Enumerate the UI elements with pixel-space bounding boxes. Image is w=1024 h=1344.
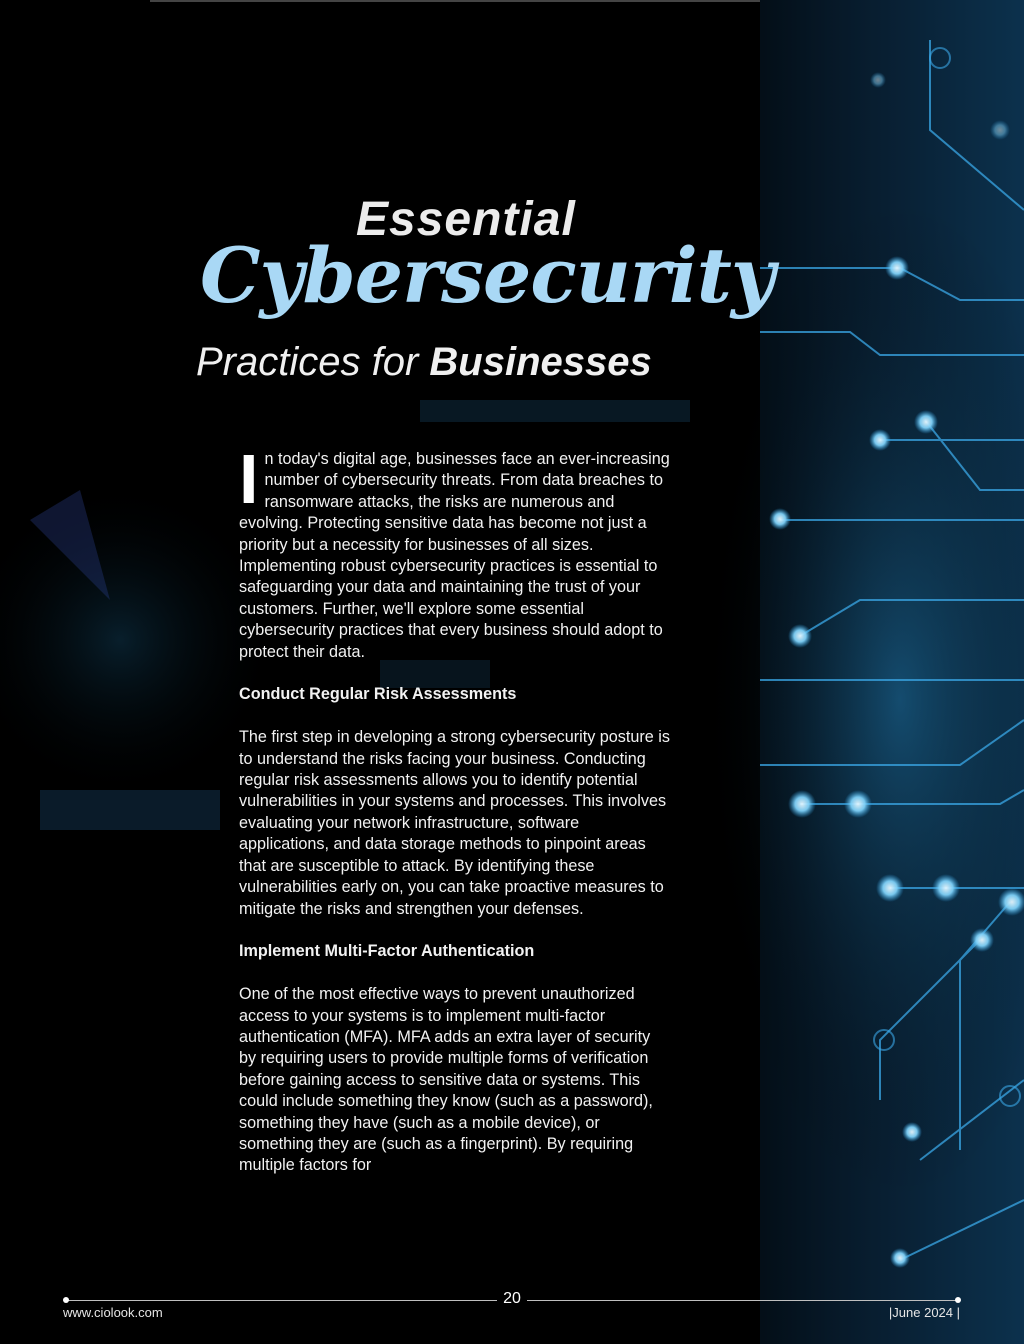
footer-website: www.ciolook.com bbox=[63, 1305, 163, 1320]
intro-paragraph bbox=[239, 440, 671, 663]
article-body bbox=[239, 440, 671, 1198]
section-body-risk-assessments: The first step in developing a strong cybersecurity posture is to understand the risks facing your business. Conducting regular risk assessments allows you to identify potential vulnerabilities in your systems and processes. This involves evaluating your network infrastructure, software applications, and data storage methods to pinpoint areas that are susceptible to attack. By identifying these vulnerabilities early on, you can take proactive measures to mitigate the risks and strengthen your defenses. bbox=[239, 728, 670, 918]
title-essential: Essential bbox=[356, 193, 576, 246]
title-practices-for-businesses bbox=[196, 342, 652, 382]
title-block bbox=[0, 0, 900, 400]
drop-cap: I bbox=[239, 440, 259, 518]
footer-rule-right-dot bbox=[955, 1297, 961, 1303]
section-body-mfa: One of the most effective ways to prevent unauthorized access to your systems is to implement multi-factor authentication (MFA). MFA adds an extra layer of security by requiring users to provide multiple forms of verification before gaining access to sensitive data or systems. This could include something they know (such as a password), something they have (such as a mobile device), or something they are (such as a fingerprint). By requiring multiple factors for bbox=[239, 985, 653, 1175]
title-businesses-text: Businesses bbox=[429, 340, 652, 384]
footer-date: |June 2024 | bbox=[888, 1305, 960, 1320]
section-heading-mfa: Implement Multi-Factor Authentication bbox=[239, 942, 535, 961]
intro-text: n today's digital age, businesses face an ever-increasing number of cybersecurity threats. From data breaches to ransomware attacks, the risks are numerous and evolving. Protecting sensitive data has become not just a priority but a necessity for businesses of all sizes. Implementing robust cybersecurity practices is essential to safeguarding your data and maintaining the trust of your customers. Further, we'll explore some essential cybersecurity practices that every business should adopt to protect their data. bbox=[239, 450, 670, 661]
title-cybersecurity: Cybersecurity bbox=[200, 231, 775, 320]
title-practices-text: Practices for bbox=[196, 340, 430, 384]
section-heading-risk-assessments: Conduct Regular Risk Assessments bbox=[239, 685, 517, 704]
footer-rule-left-dot bbox=[63, 1297, 69, 1303]
page-number: 20 bbox=[497, 1290, 527, 1308]
